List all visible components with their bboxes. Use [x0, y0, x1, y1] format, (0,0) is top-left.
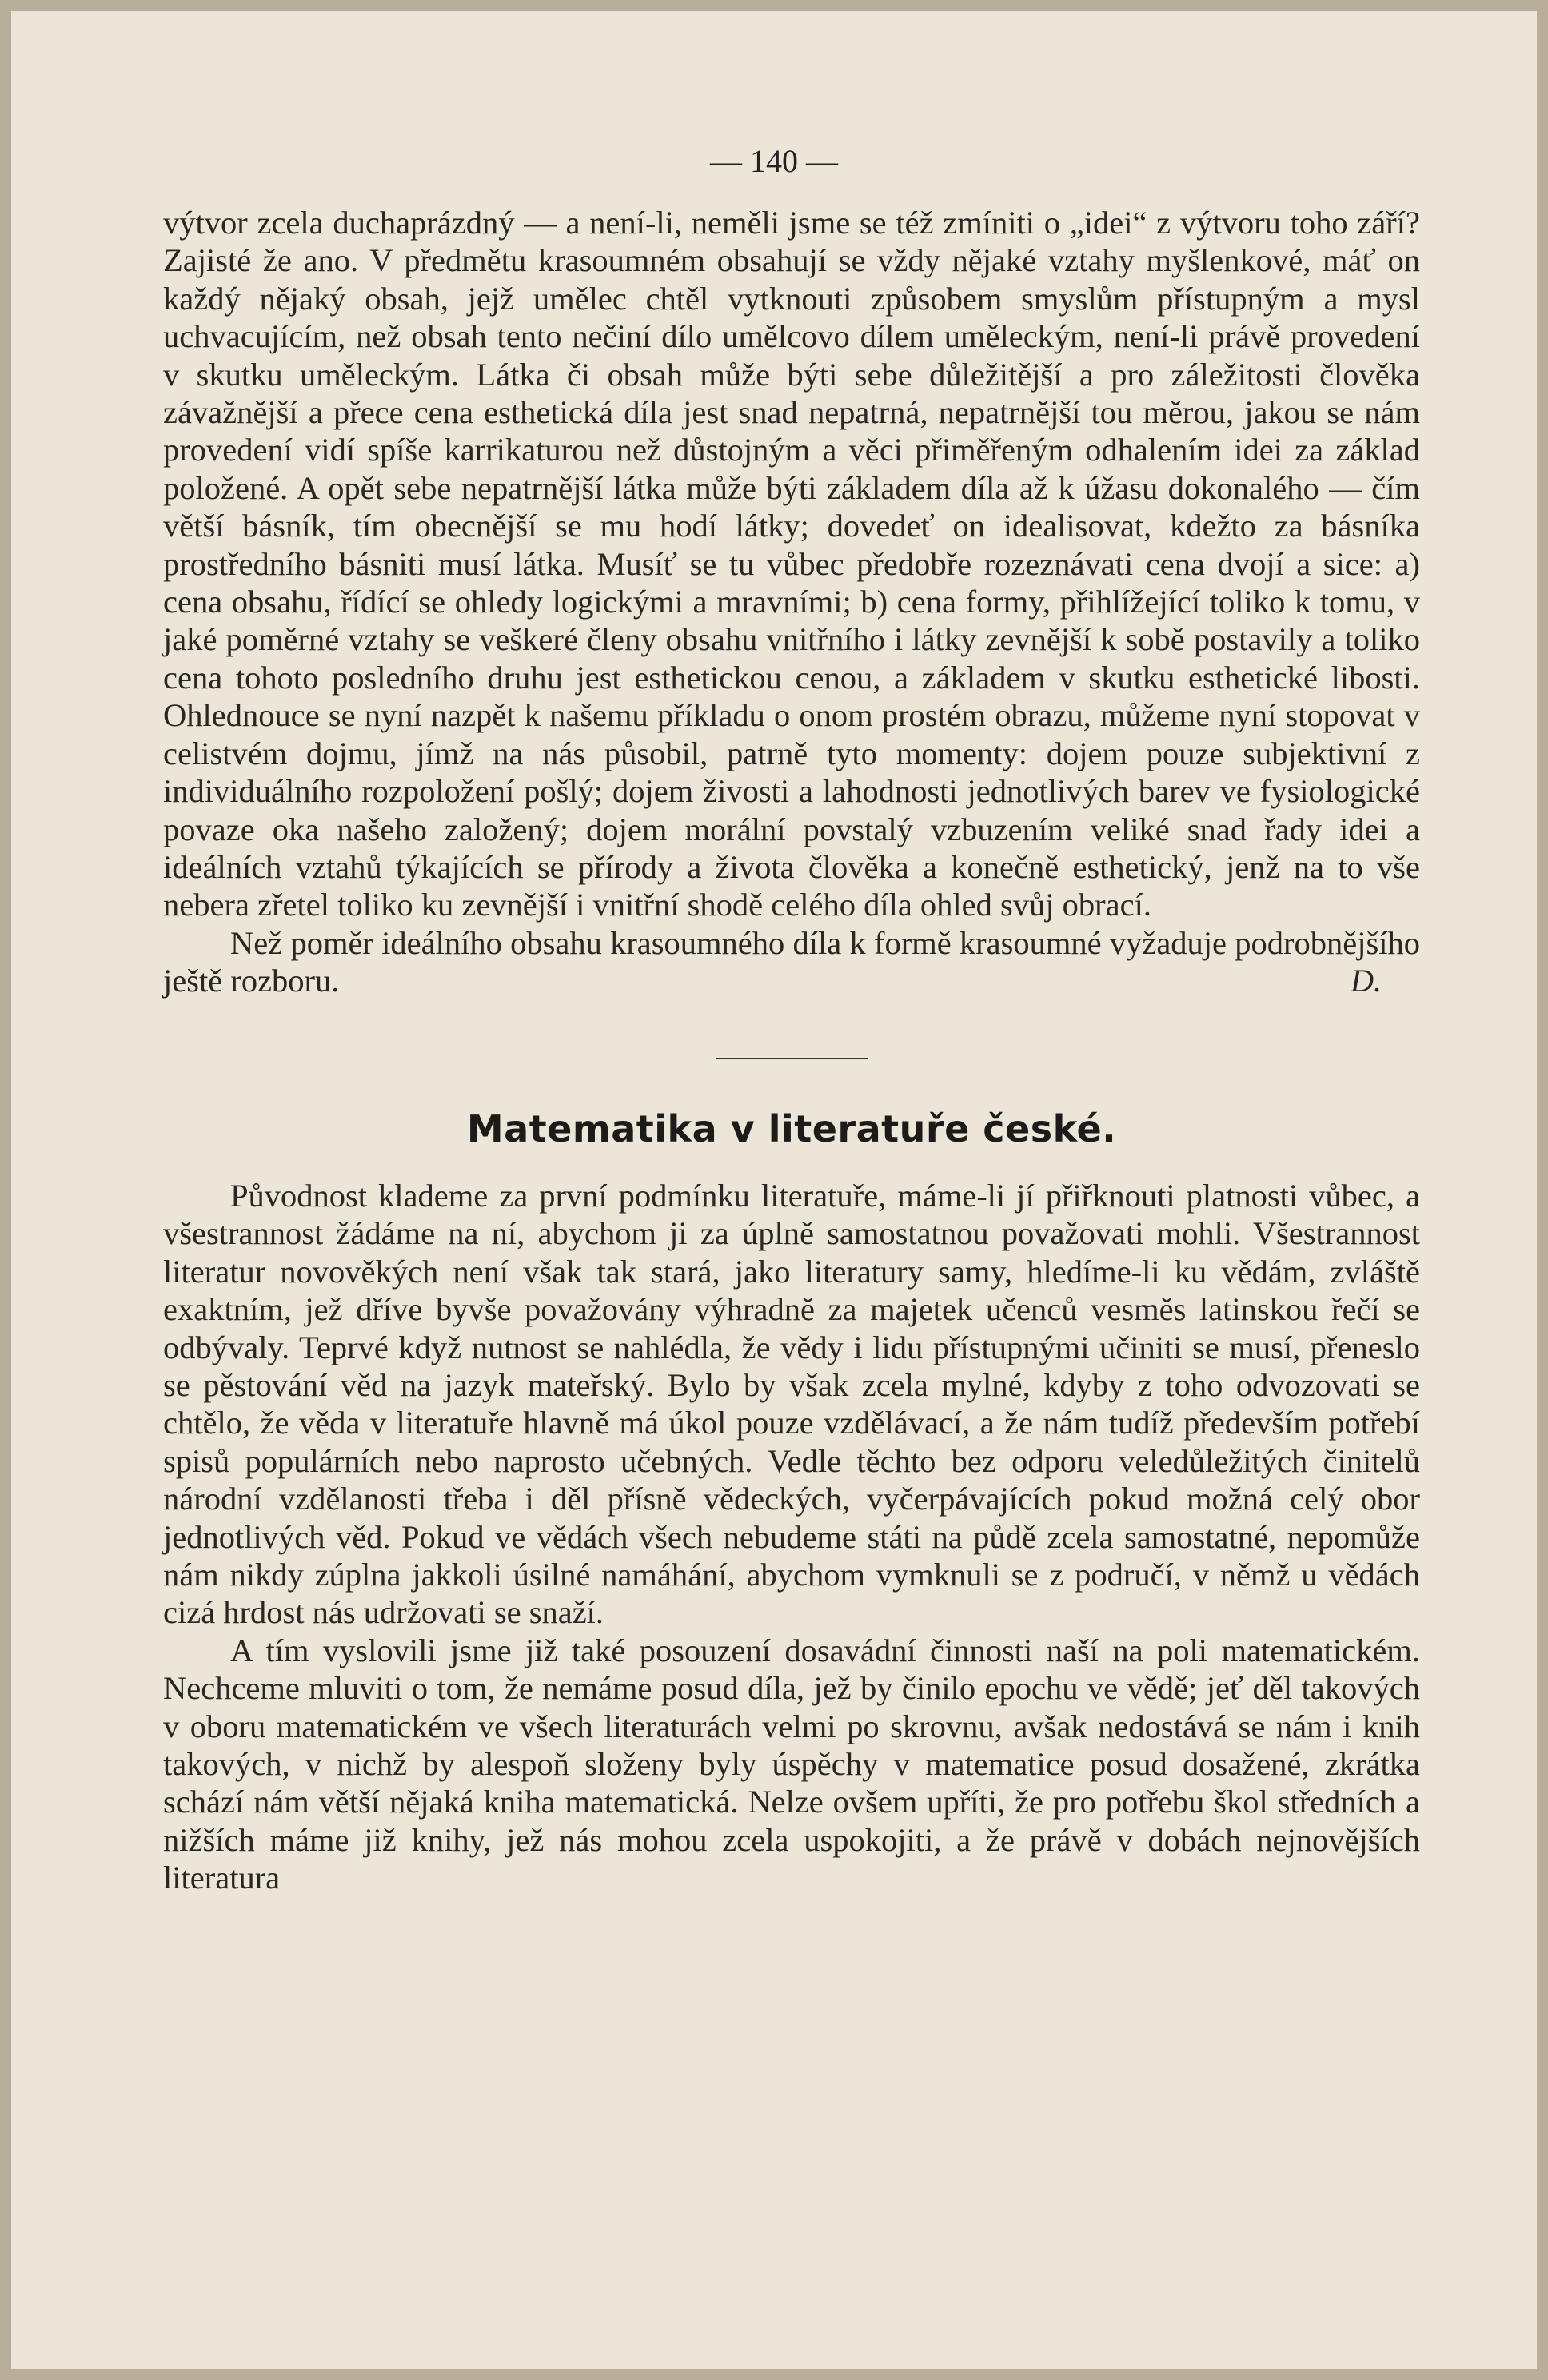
- article2-paragraph-1: Původnost klademe za první podmínku literatuře, máme-li jí přiřknouti platnosti vůbec, a všestrannost žádáme na ní, abychom ji za úplně samostatnou považovati mohli. Všestrannost literatur novověkých není však tak stará, jako literatury samy, hledíme-li ku vědám, zvláště exaktním, jež dříve byvše považovány výhradně za majetek učenců vesměs latinskou řečí se odbývaly. Teprvé když nutnost se nahlédla, že vědy i lidu přístupnými učiniti se musí, přeneslo se pěstování věd na jazyk mateřský. Bylo by však zcela mylné, kdyby z toho odvozovati se chtělo, že věda v literatuře hlavně má úkol pouze vzdělávací, a že nám tudíž především potřebí spisů populárních nebo naprosto učebných. Vedle těchto bez odporu veledůležitých činitelů národní vzdělanosti třeba i děl přísně vědeckých, vyčerpávajících pokud možná celý obor jednotlivých věd. Pokud ve vědách všech nebudeme státi na půdě zcela samostatné, nepomůže nám nikdy zúplna jakkoli úsilné namáhání, abychom vymknuli se z područí, v němž u vědách cizá hrdost nás udržovati se snaží.: [163, 1177, 1420, 1631]
- article2-title: Matematika v literatuře české.: [466, 1106, 1117, 1150]
- article1-paragraph-2: [163, 924, 1420, 1000]
- author-signature: D.: [1351, 963, 1382, 999]
- page-number: — 140 —: [710, 143, 838, 179]
- article1-paragraph-1: výtvor zcela duchaprázdný — a není-li, neměli jsme se též zmíniti o „idei“ z výtvoru toho září? Zajisté že ano. V předmětu krasoumném obsahují se vždy nějaké vztahy myšlenkové, máť on každý nějaký obsah, jejž umělec chtěl vytknouti způsobem smyslům přístupným a mysl uchvacujícím, než obsah tento nečiní dílo umělcovo dílem uměleckým, není-li právě provedení v skutku uměleckým. Látka či obsah může býti sebe důležitější a pro záležitosti člověka závažnější a přece cena esthetická díla jest snad nepatrná, nepatrnější tou měrou, jakou se nám provedení vidí spíše karrikaturou než důstojným a věci přiměřeným odhalením idei za základ položené. A opět sebe nepatrnější látka může býti základem díla až k úžasu dokonalého — čím větší básník, tím obecnější se mu hodí látky; dovedeť on idealisovat, kdežto za básníka prostředního básniti musí látka. Musíť se tu vůbec předobře rozeznávati cena dvojí a sice: a) cena obsahu, řídící se ohledy logickými a mravními; b) cena formy, přihlížející toliko k tomu, v jaké poměrné vztahy se veškeré členy obsahu vnitřního i látky zevnější k sobě postavily a toliko cena tohoto posledního druhu jest esthetickou cenou, a základem v skutku esthetické libosti. Ohlednouce se nyní nazpět k našemu příkladu o onom prostém obrazu, můžeme nyní stopovat v celistvém dojmu, jímž na nás působil, patrně tyto momenty: dojem pouze subjektivní z individuálního rozpoložení pošlý; dojem živosti a lahodnosti jednotlivých barev ve fysiologické povaze oka našeho založený; dojem morální povstalý vzbuzením veliké snad řady idei a ideálních vztahů týkajících se přírody a života člověka a konečně esthetický, jenž na to vše nebera zřetel toliko ku zevnější i vnitřní shodě celého díla ohled svůj obrací.: [163, 205, 1420, 923]
- article1-paragraph-2-text: Než poměr ideálního obsahu krasoumného díla k formě krasoumné vyžaduje podrobnějšího ještě rozboru.: [163, 924, 1420, 999]
- page-content: [163, 204, 1420, 1897]
- article2-paragraph-2: A tím vyslovili jsme již také posouzení dosavádní činnosti naší na poli matematickém. Nechceme mluviti o tom, že nemáme posud díla, jež by činilo epochu ve vědě; jeť děl takových v oboru matematickém ve všech literaturách velmi po skrovnu, avšak nedostává se nám i knih takových, v nichž by alespoň složeny byly úspěchy v matematice posud dosažené, zkrátka schází nám větší nějaká kniha matematická. Nelze ovšem upříti, že pro potřebu škol středních a nižších máme již knihy, jež nás mohou zcela uspokojiti, a že právě v dobách nejnovějších literatura: [163, 1632, 1420, 1896]
- section-divider: [716, 1058, 868, 1059]
